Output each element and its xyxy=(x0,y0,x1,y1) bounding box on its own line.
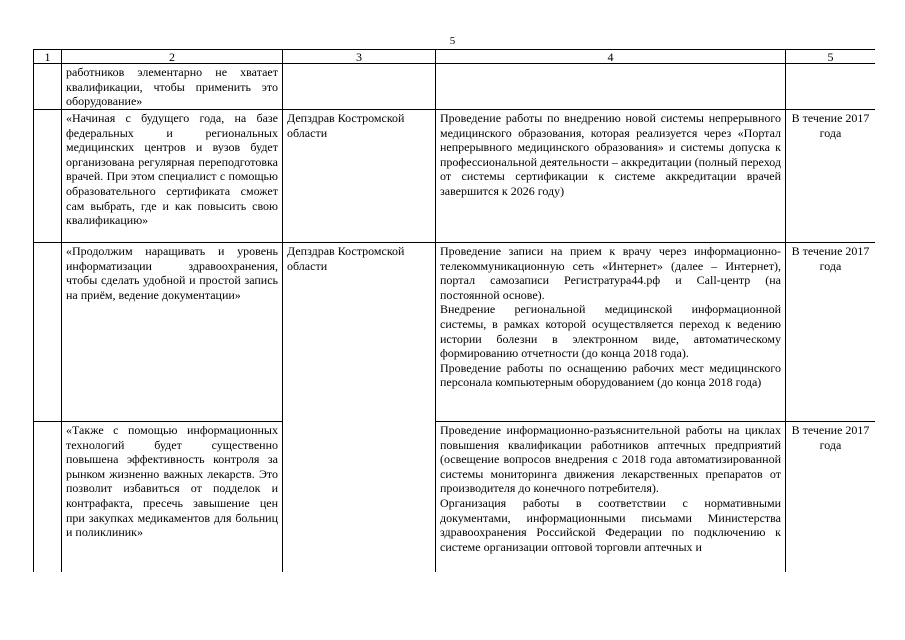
measure-paragraph: Проведение работы по оснащению рабочих мест медицинского персонала компьютерным оборудованием (до конца 2018 года) xyxy=(440,360,781,390)
quote-cell: «Также с помощью информационных технологий будет существенно повышена эффективность контроля за рынком жизненно важных лекарств. Это позволит избавиться от подделок и контрафакта, пресечь завышение цен при закупках медикаментов для больниц и поликлиник» xyxy=(62,422,283,573)
measures-cell xyxy=(436,422,786,573)
measure-paragraph: Проведение информационно-разъяснительной работы на циклах повышения квалификации работников аптечных предприятий (освещение вопросов внедрения с 2018 года автоматизированной системы мониторинга движения лекарственных препаратов от производителя до конечного потребителя). xyxy=(440,423,781,496)
table-row xyxy=(34,243,876,422)
row-number-cell xyxy=(34,64,62,110)
measure-paragraph: Проведение записи на прием к врачу через информационно-телекоммуникационную сеть «Интернет» (далее – Интернет), портал самозаписи Регистратура44.рф и Call-центр (на постоянной основе). xyxy=(440,244,781,302)
table-row xyxy=(34,64,876,110)
table-viewport xyxy=(33,49,875,572)
column-header: 5 xyxy=(786,50,876,64)
quote-cell: работников элементарно не хватает квалификации, чтобы применить это оборудование» xyxy=(62,64,283,110)
measure-paragraph: Внедрение региональной медицинской информационной системы, в рамках которой осуществляется переход к ведению истории болезни в электронном виде, автоматическому формированию отчетности (до конца 2018 года). xyxy=(440,302,781,361)
column-header: 3 xyxy=(283,50,436,64)
responsible-cell: Депздрав Костромской области xyxy=(283,110,436,243)
column-header: 2 xyxy=(62,50,283,64)
measures-cell xyxy=(436,243,786,422)
column-header: 1 xyxy=(34,50,62,64)
deadline-cell: В течение 2017 года xyxy=(786,422,876,573)
page-number: 5 xyxy=(449,35,456,47)
row-number-cell xyxy=(34,243,62,422)
responsible-cell xyxy=(283,422,436,573)
deadline-cell xyxy=(786,64,876,110)
table-row xyxy=(34,422,876,573)
row-number-cell xyxy=(34,110,62,243)
column-header: 4 xyxy=(436,50,786,64)
measures-cell xyxy=(436,64,786,110)
responsible-cell xyxy=(283,64,436,110)
measures-cell xyxy=(436,110,786,243)
plan-table xyxy=(33,49,875,572)
deadline-cell: В течение 2017 года xyxy=(786,243,876,422)
measure-paragraph: Проведение работы по внедрению новой системы непрерывного медицинского образования, которая реализуется через «Портал непрерывного медицинского образования» и системы допуска к профессиональной деятельности – аккредитации (полный переход от системы сертификации к системе аккредитации врачей завершится к 2026 году) xyxy=(440,111,781,198)
table-row xyxy=(34,110,876,243)
header-row xyxy=(34,50,876,64)
quote-cell: «Продолжим наращивать и уровень информатизации здравоохранения, чтобы сделать удобной и простой запись на приём, ведение документации» xyxy=(62,243,283,422)
deadline-cell: В течение 2017 года xyxy=(786,110,876,243)
row-number-cell xyxy=(34,422,62,573)
responsible-cell: Депздрав Костромской области xyxy=(283,243,436,422)
quote-cell: «Начиная с будущего года, на базе федеральных и региональных медицинских центров и вузов будет организована регулярная переподготовка врачей. При этом специалист с помощью образовательного сертификата сможет сам выбрать, где и как повысить свою квалификацию» xyxy=(62,110,283,243)
measure-paragraph: Организация работы в соответствии с нормативными документами, информационными письмами Министерства здравоохранения Российской Федерации по подключению к системе организации оптовой торговли аптечных и xyxy=(440,495,781,554)
